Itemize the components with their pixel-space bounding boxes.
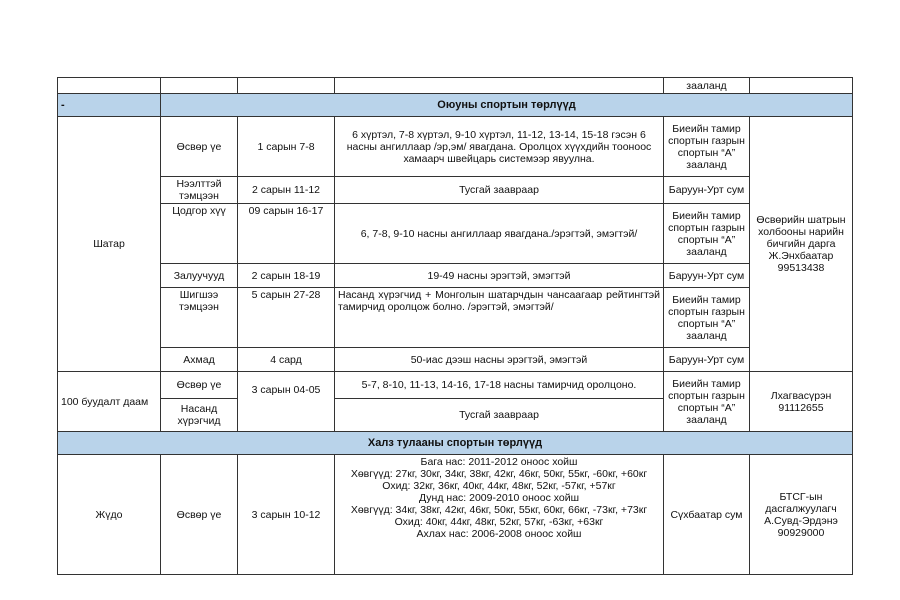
table-row	[58, 117, 853, 177]
date-cell: 5 сарын 27-28	[238, 288, 335, 348]
date-cell: 3 сарын 10-12	[238, 455, 335, 575]
location-cell: Биеийн тамир спортын газрын спортын “А” зааланд	[664, 204, 750, 264]
table-cell	[161, 78, 238, 94]
description-cell: 6 хүртэл, 7-8 хүртэл, 9-10 хүртэл, 11-12, 13-14, 15-18 гэсэн 6 насны ангиллаар /эр,эм/ явагдана. Оролцох хүүхдийн тооноос хамаарч швейцарь системээр явуулна.	[335, 117, 664, 177]
category-cell: Цодгор хүү	[161, 204, 238, 264]
date-cell: 3 сарын 04-05	[238, 372, 335, 432]
table-cell	[58, 78, 161, 94]
category-cell: Өсвөр үе	[161, 372, 238, 399]
category-cell: Нээлттэй тэмцээн	[161, 177, 238, 204]
table-row	[58, 177, 853, 204]
location-cell: Баруун-Урт сум	[664, 348, 750, 372]
table-cell	[750, 78, 853, 94]
category-cell: Ахмад	[161, 348, 238, 372]
category-cell: Өсвөр үе	[161, 117, 238, 177]
table-cell	[335, 78, 664, 94]
description-cell: Тусгай зааврааp	[335, 177, 664, 204]
table-row	[58, 288, 853, 348]
organizer-cell: Лхагвасүрэн 91112655	[750, 372, 853, 432]
section-title: Халз тулааны спортын төрлүүд	[58, 432, 853, 455]
description-cell: 19-49 насны эрэгтэй, эмэгтэй	[335, 264, 664, 288]
sport-name-cell: 100 буудалт даам	[58, 372, 161, 432]
table-cell	[238, 78, 335, 94]
organizer-cell: Өсвөрийн шатрын холбооны нарийн бичгийн дарга Ж.Энхбаатар 99513438	[750, 117, 853, 372]
location-cell: Сүхбаатар сум	[664, 455, 750, 575]
sport-name-cell: Шатар	[58, 117, 161, 372]
table-row	[58, 204, 853, 264]
description-cell: Бага нас: 2011-2012 оноос хойш Хөвгүүд: 27кг, 30кг, 34кг, 38кг, 42кг, 46кг, 50кг, 55кг, -60кг, +60кг Охид: 32кг, 36кг, 40кг, 44кг, 48кг, 52кг, -57кг, +57кг Дунд нас: 2009-2010 оноос хойш Хөвгүүд: 34кг, 38кг, 42кг, 46кг, 50кг, 55кг, 60кг, 66кг, -73кг, +73кг Охид: 40кг, 44кг, 48кг, 52кг, 57кг, -63кг, +63кг Ахлах нас: 2006-2008 оноос хойш	[335, 455, 664, 575]
table-row	[58, 455, 853, 575]
date-cell: 4 сард	[238, 348, 335, 372]
location-cell: Биеийн тамир спортын газрын спортын “А” зааланд	[664, 372, 750, 432]
category-cell: Залуучууд	[161, 264, 238, 288]
location-cell: Биеийн тамир спортын газрын спортын “А” зааланд	[664, 117, 750, 177]
category-cell: Өсвөр үе	[161, 455, 238, 575]
category-cell: Шигшээ тэмцээн	[161, 288, 238, 348]
section-marker: -	[58, 94, 161, 117]
competition-schedule-table	[57, 77, 853, 575]
section-title: Оюуны спортын төрлүүд	[161, 94, 853, 117]
date-cell: 2 сарын 18-19	[238, 264, 335, 288]
sport-name-cell: Жүдо	[58, 455, 161, 575]
description-cell: 5-7, 8-10, 11-13, 14-16, 17-18 насны тамирчид оролцоно.	[335, 372, 664, 399]
date-cell: 1 сарын 7-8	[238, 117, 335, 177]
table-row	[58, 264, 853, 288]
table-row	[58, 348, 853, 372]
date-cell: 2 сарын 11-12	[238, 177, 335, 204]
location-cell: Баруун-Урт сум	[664, 264, 750, 288]
section-header-row	[58, 432, 853, 455]
date-cell: 09 сарын 16-17	[238, 204, 335, 264]
table-row	[58, 372, 853, 399]
location-cell: зааланд	[664, 78, 750, 94]
category-cell: Насанд хүрэгчид	[161, 399, 238, 432]
location-cell: Баруун-Урт сум	[664, 177, 750, 204]
location-cell: Биеийн тамир спортын газрын спортын “А” зааланд	[664, 288, 750, 348]
description-cell: 6, 7-8, 9-10 насны ангиллаар явагдана./эрэгтэй, эмэгтэй/	[335, 204, 664, 264]
description-cell: 50-иас дээш насны эрэгтэй, эмэгтэй	[335, 348, 664, 372]
section-header-row	[58, 94, 853, 117]
organizer-cell: БТСГ-ын дасгалжуулагч А.Сувд-Эрдэнэ 90929000	[750, 455, 853, 575]
description-cell: Тусгай зааврааp	[335, 399, 664, 432]
description-cell: Насанд хүрэгчид + Монголын шатарчдын чансаагаар рейтингтэй тамирчид оролцож болно. /эрэгтэй, эмэгтэй/	[335, 288, 664, 348]
table-row	[58, 78, 853, 94]
